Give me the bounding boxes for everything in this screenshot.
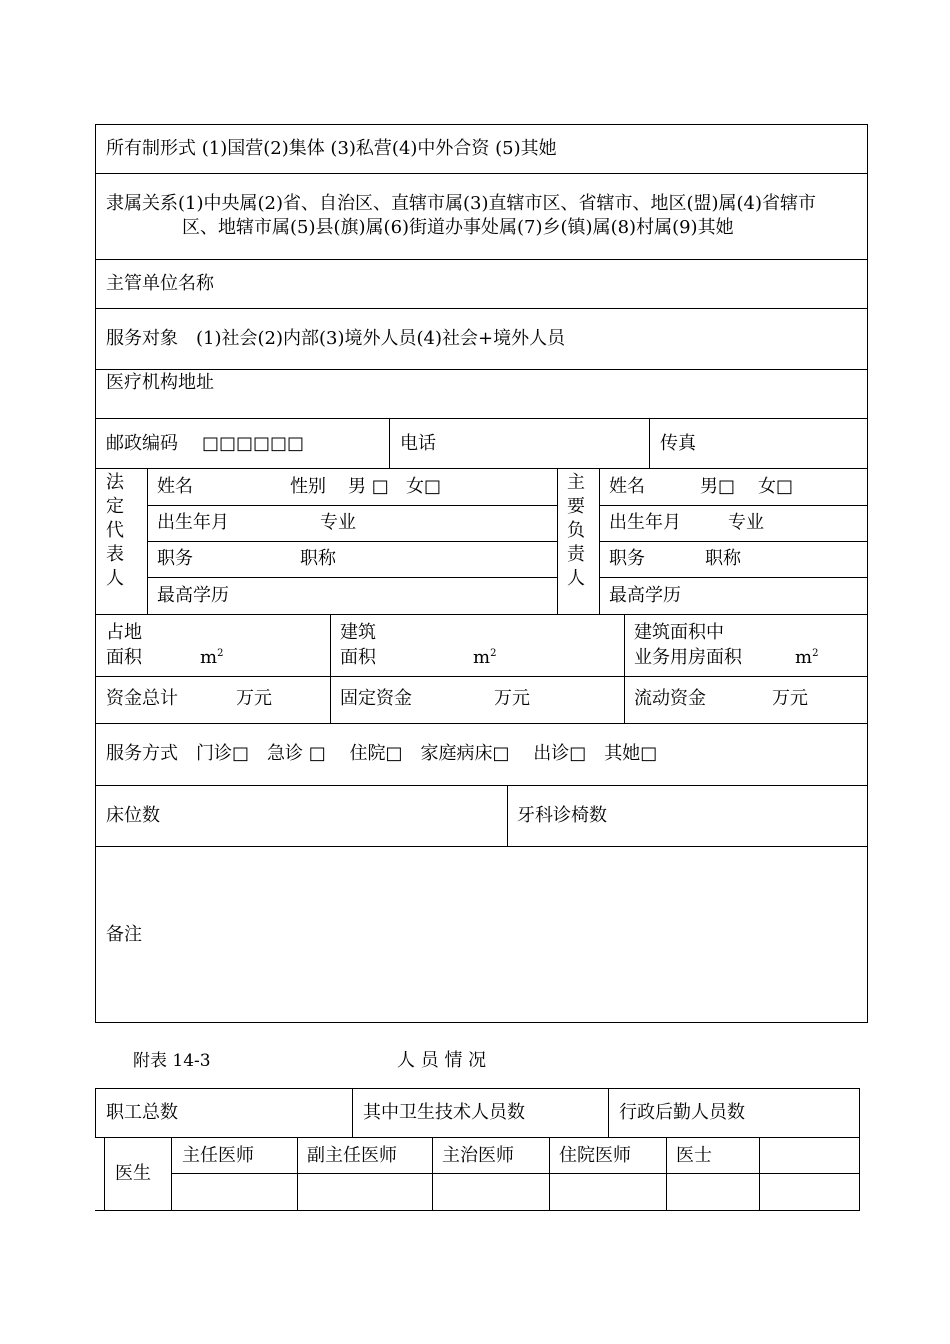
service-mode-field: 服务方式 门诊□ 急诊 □ 住院□ 家庭病床□ 出诊□ 其她□: [106, 743, 658, 764]
rule: [867, 124, 868, 1023]
total-staff-label: 职工总数: [106, 1102, 178, 1123]
legal-rep-name: 姓名: [157, 476, 193, 497]
rule: [147, 541, 557, 542]
rule: [95, 259, 868, 260]
principal-label: 主要负责人: [567, 472, 585, 589]
rule: [759, 1137, 760, 1211]
dental-chairs-field: 牙科诊椅数: [517, 805, 607, 826]
rule: [95, 173, 868, 174]
col-attending: 主治医师: [442, 1145, 514, 1166]
building-area-unit: $m^2$: [473, 647, 497, 668]
rule: [95, 785, 868, 786]
staff-table-title: 人 员 情 况: [397, 1050, 487, 1071]
current-funds-label: 流动资金: [634, 688, 706, 709]
fixed-funds-unit: 万元: [494, 688, 530, 709]
legal-rep-education: 最高学历: [157, 585, 229, 606]
legal-rep-female: 女□: [406, 476, 442, 497]
table-number: 附表 14-3: [133, 1051, 211, 1071]
service-target-field: 服务对象 (1)社会(2)内部(3)境外人员(4)社会+境外人员: [106, 328, 566, 349]
affiliation-field-line1: 隶属关系(1)中央属(2)省、自治区、直辖市属(3)直辖市区、省辖市、地区(盟)属(4)省辖市: [106, 193, 817, 214]
rule: [432, 1137, 433, 1211]
rule: [666, 1137, 667, 1211]
address-field: 医疗机构地址: [106, 372, 214, 393]
rule: [95, 676, 868, 677]
ownership-field: 所有制形式 (1)国营(2)集体 (3)私营(4)中外合资 (5)其她: [106, 138, 557, 159]
rule: [330, 614, 331, 723]
land-area-unit: $m^2$: [200, 647, 224, 668]
tech-staff-label: 其中卫生技术人员数: [363, 1102, 525, 1123]
rule: [95, 1022, 868, 1023]
principal-name: 姓名: [609, 476, 645, 497]
doctor-label: 医生: [115, 1163, 151, 1184]
rule: [859, 1088, 860, 1211]
rule: [147, 577, 557, 578]
rule: [95, 124, 868, 125]
rule: [624, 614, 625, 723]
legal-rep-male: 男 □: [348, 476, 389, 497]
rule: [507, 785, 508, 846]
rule: [95, 846, 868, 847]
rule: [352, 1088, 353, 1137]
rule: [95, 369, 868, 370]
rule: [147, 468, 148, 614]
postcode-boxes: □□□□□□: [202, 433, 305, 454]
rule: [389, 418, 390, 468]
col-chief-physician: 主任医师: [182, 1145, 254, 1166]
affiliation-field-line2: 区、地辖市属(5)县(旗)属(6)街道办事处属(7)乡(镇)属(8)村属(9)其她: [182, 217, 734, 238]
principal-position: 职务: [609, 548, 645, 569]
rule: [557, 468, 558, 614]
rule: [599, 468, 600, 614]
principal-title: 职称: [705, 548, 741, 569]
total-funds-unit: 万元: [236, 688, 272, 709]
col-resident: 住院医师: [559, 1145, 631, 1166]
land-area-label-2: 面积: [106, 647, 142, 668]
rule: [95, 468, 868, 469]
rule: [171, 1137, 172, 1211]
supervisor-field: 主管单位名称: [106, 273, 214, 294]
rule: [95, 1088, 860, 1089]
business-area-label-1: 建筑面积中: [634, 622, 724, 643]
total-funds-label: 资金总计: [106, 688, 178, 709]
rule: [95, 124, 96, 1023]
rule: [104, 1137, 105, 1211]
principal-major: 专业: [728, 512, 764, 533]
postcode-label: 邮政编码: [106, 433, 178, 454]
legal-rep-position: 职务: [157, 548, 193, 569]
rule: [549, 1137, 550, 1211]
beds-field: 床位数: [106, 805, 160, 826]
rule: [599, 577, 868, 578]
col-assistant-doctor: 医士: [676, 1145, 712, 1166]
rule: [95, 1088, 96, 1137]
remarks-field: 备注: [106, 924, 142, 945]
legal-rep-birth: 出生年月: [157, 512, 229, 533]
rule: [599, 541, 868, 542]
rule: [608, 1088, 609, 1137]
rule: [95, 614, 868, 615]
current-funds-unit: 万元: [772, 688, 808, 709]
rule: [95, 723, 868, 724]
principal-female: 女□: [758, 476, 794, 497]
principal-education: 最高学历: [609, 585, 681, 606]
fax-field: 传真: [660, 433, 696, 454]
rule: [95, 308, 868, 309]
phone-field: 电话: [400, 433, 436, 454]
building-area-label-1: 建筑: [340, 622, 376, 643]
rule: [599, 505, 868, 506]
business-area-label-2: 业务用房面积: [634, 647, 742, 668]
fixed-funds-label: 固定资金: [340, 688, 412, 709]
principal-male: 男□: [700, 476, 736, 497]
rule: [649, 418, 650, 468]
col-associate-chief: 副主任医师: [307, 1145, 397, 1166]
legal-rep-label: 法定代表人: [106, 472, 124, 589]
rule: [95, 1137, 860, 1138]
legal-rep-title: 职称: [300, 548, 336, 569]
rule: [171, 1173, 860, 1174]
admin-staff-label: 行政后勤人员数: [619, 1102, 745, 1123]
building-area-label-2: 面积: [340, 647, 376, 668]
rule: [297, 1137, 298, 1211]
rule: [95, 1210, 860, 1211]
land-area-label-1: 占地: [106, 622, 142, 643]
principal-birth: 出生年月: [609, 512, 681, 533]
rule: [147, 505, 557, 506]
legal-rep-major: 专业: [320, 512, 356, 533]
rule: [95, 418, 868, 419]
business-area-unit: $m^2$: [795, 647, 819, 668]
legal-rep-gender: 性别: [290, 476, 326, 497]
